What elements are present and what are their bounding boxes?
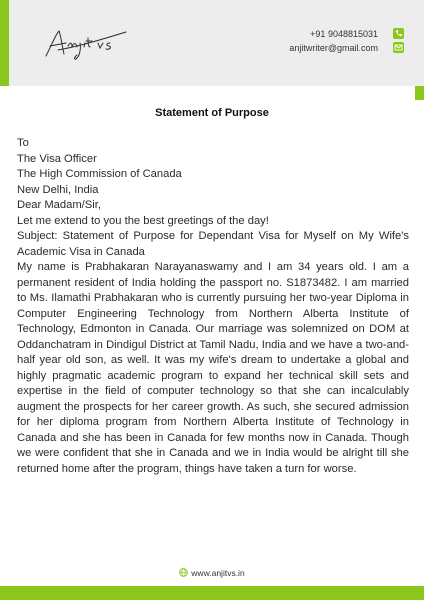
letter-body [17,136,409,477]
document-title: Statement of Purpose [155,107,269,119]
accent-bar-right [415,86,424,100]
body-paragraph: My name is Prabhakaran Narayanaswamy and I am 34 years old. I am a permanent resident of India holding the passport no. S1873482. I am married to Ms. Ilamathi Prabhakaran who is currently pursuing her two-year Diploma in Computer Engineering Technology from Northern Alberta Institute of Technology, Edmonton in Canada. Our marriage was solemnized on DOM at Oddanchatram in Dindigul District at Tamil Nadu, India and we have a two-and-half year old son, as well. It was my wife's dream to undertake a global and highly pragmatic academic program to expand her technical skill sets and expertise in the field of computer technology so that she can incalculably augment the prospects for her career growth. As such, she secured admission for her diploma program from Northern Alberta Institute of Technology in Canada and she has been in Canada for few months now in Canada. Though we were confident that she in Canada and we in India would be alright till she returned home after the program, things have taken a turn for worse. [17,261,409,475]
address-line: To [17,137,29,149]
globe-icon [179,568,188,577]
logo-signature [40,26,132,62]
greeting-line: Let me extend to you the best greetings of the day! [17,214,269,227]
phone-icon [393,28,404,39]
website-url[interactable]: www.anjitvs.in [191,568,245,578]
footer-website[interactable] [0,568,424,578]
email-address[interactable]: anjitwriter@gmail.com [289,43,378,53]
address-line: The High Commission of Canada [17,168,182,180]
address-line: New Delhi, India [17,183,99,196]
address-line: The Visa Officer [17,152,97,165]
salutation: Dear Madam/Sir, [17,199,101,211]
accent-bar-left [0,0,9,86]
phone-number[interactable]: +91 9048815031 [310,29,378,39]
footer-bar [0,586,424,600]
subject-line: Subject: Statement of Purpose for Dependant Visa for Myself on My Wife's Academic Visa in Canada [17,230,409,258]
mail-icon [393,42,404,53]
